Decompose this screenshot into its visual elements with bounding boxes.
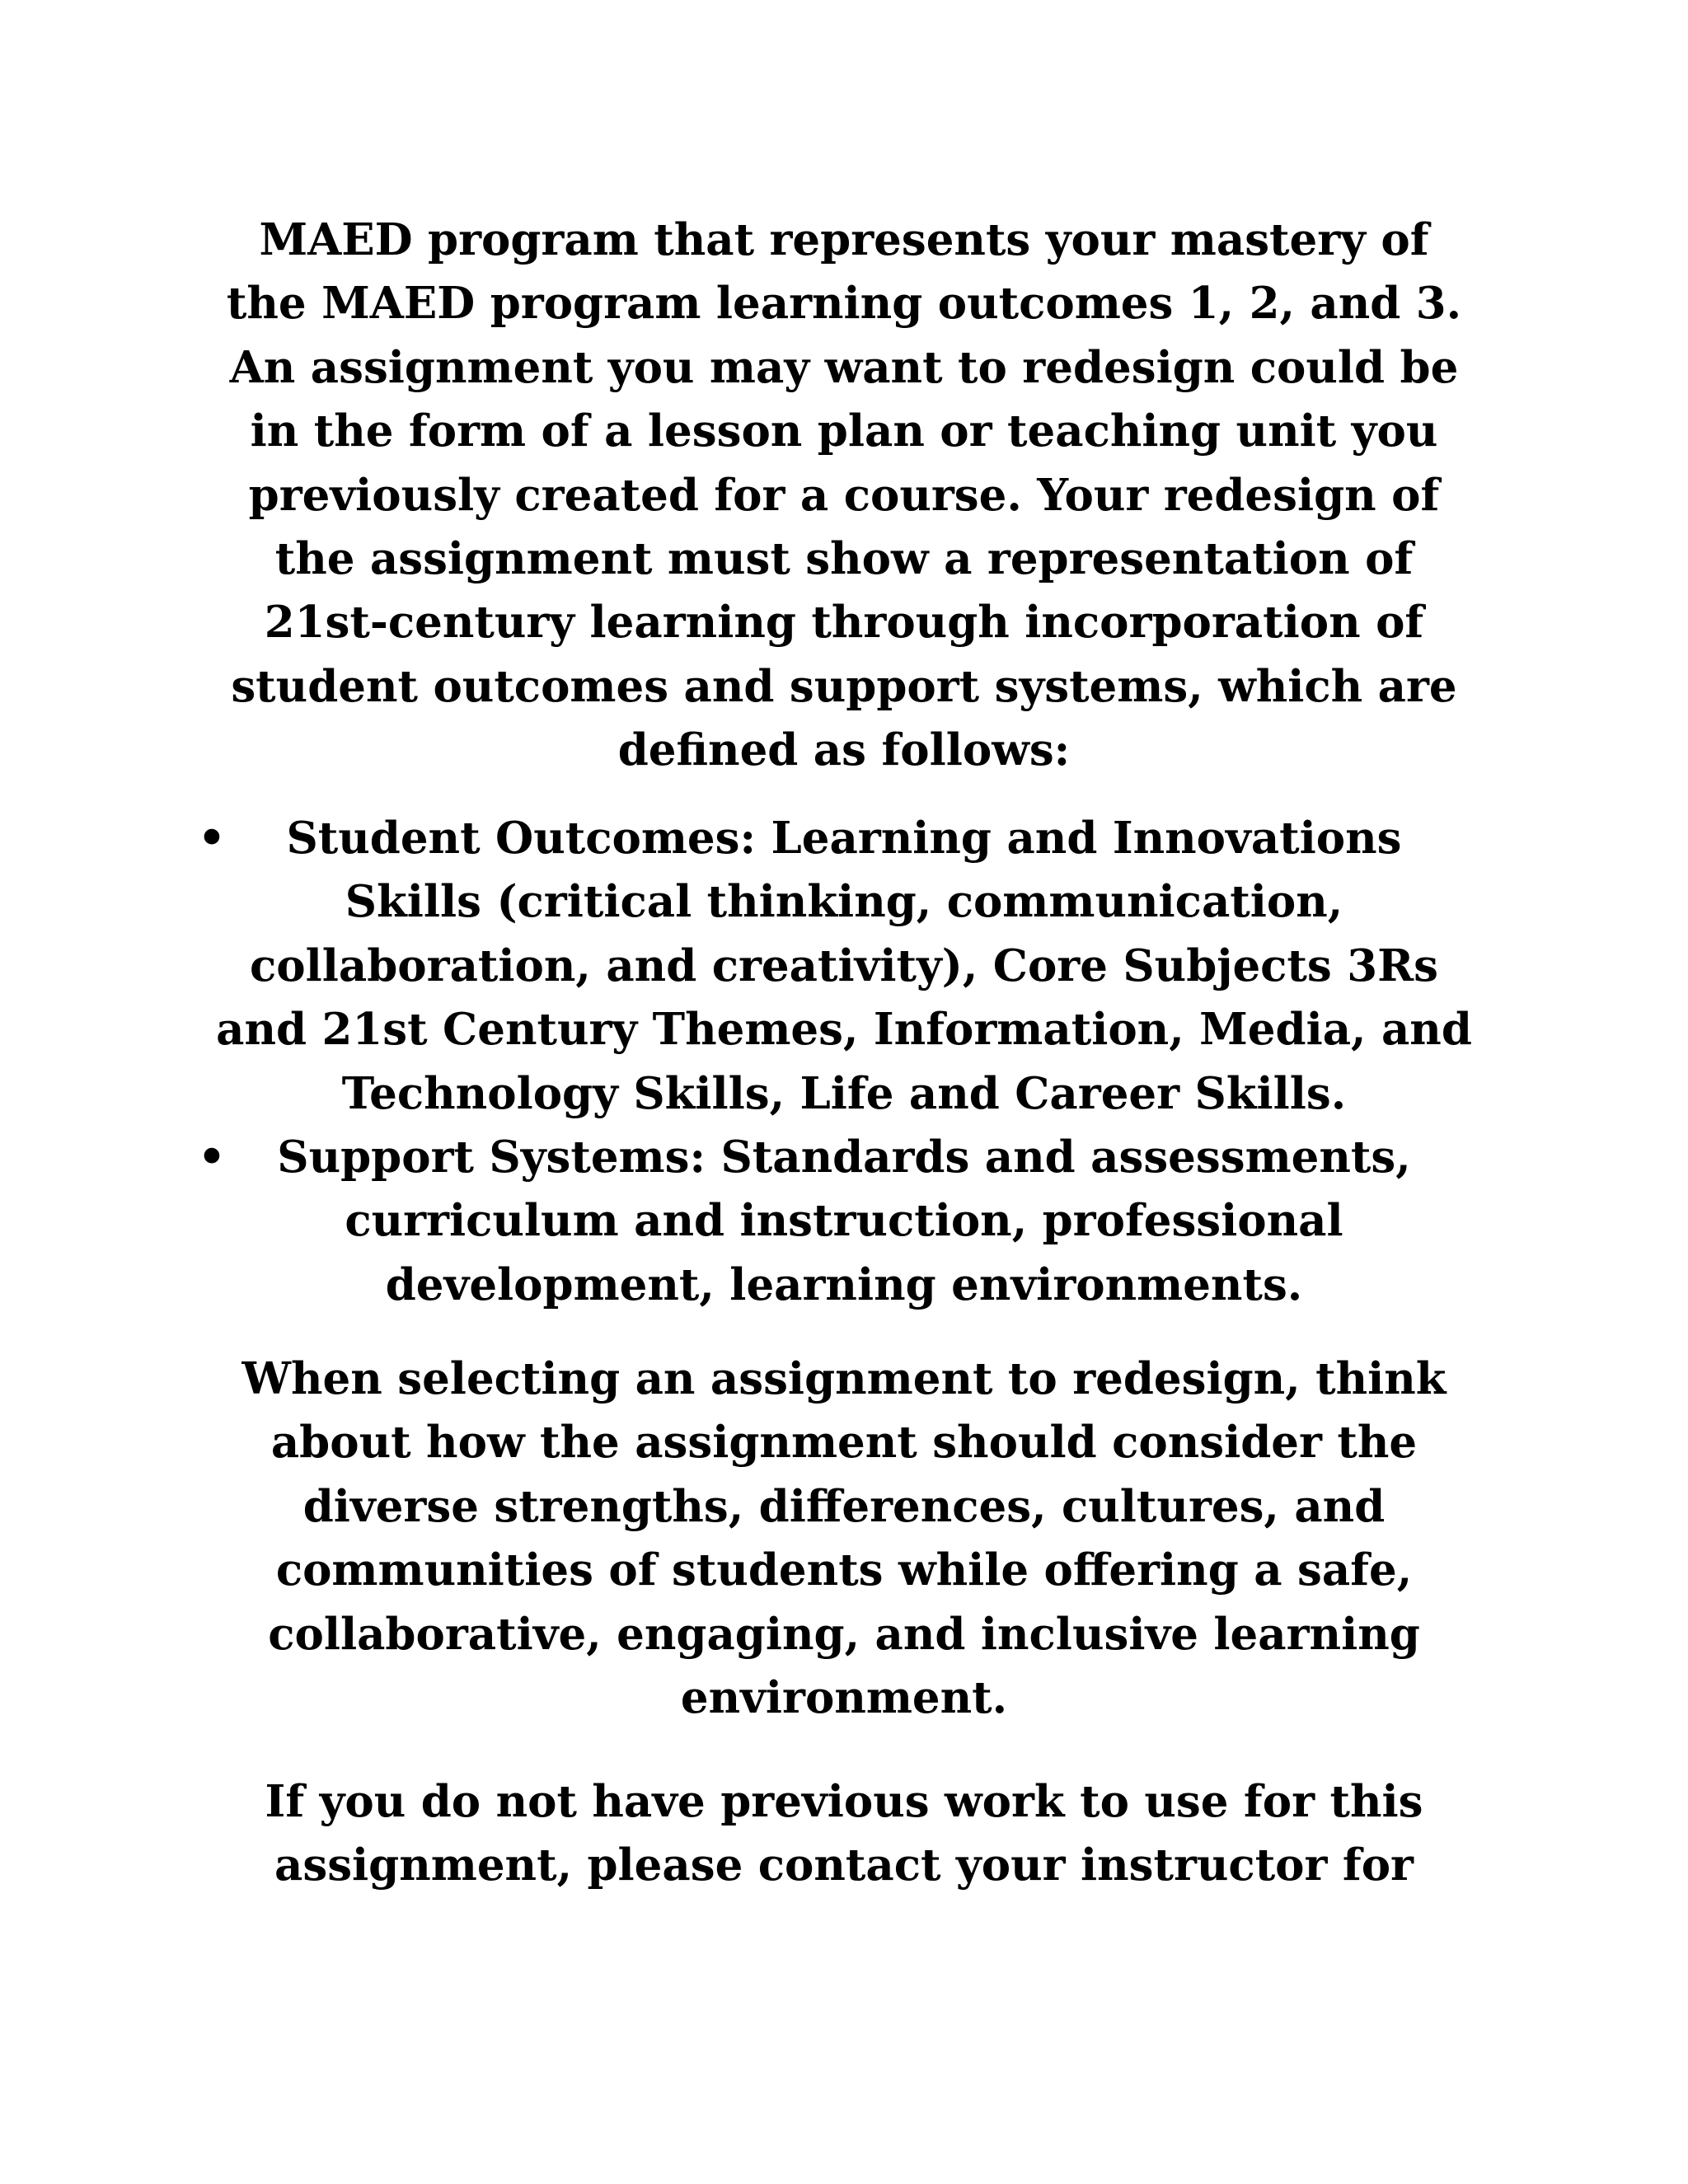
text-line: the MAED program learning outcomes 1, 2, and 3. <box>226 278 1462 330</box>
text-line: Technology Skills, Life and Career Skills. <box>341 1067 1347 1119</box>
text-line: 21st-century learning through incorporation of <box>264 597 1424 649</box>
intro-paragraph <box>198 209 1490 783</box>
bullet-item-support-systems <box>0 1126 1688 1317</box>
text-line: the assignment must show a representation of <box>274 533 1414 585</box>
bullet-item-student-outcomes <box>0 807 1688 1126</box>
text-line: communities of students while offering a safe, <box>275 1544 1413 1596</box>
text-line: and 21st Century Themes, Information, Media, and <box>216 1004 1472 1056</box>
text-line: assignment, please contact your instructor for <box>274 1840 1414 1891</box>
text-line: An assignment you may want to redesign could be <box>229 341 1459 393</box>
text-line: defined as follows: <box>617 724 1071 776</box>
contact-paragraph <box>198 1770 1490 1898</box>
text-line: student outcomes and support systems, which are <box>231 660 1457 712</box>
text-line: When selecting an assignment to redesign, think <box>241 1353 1447 1404</box>
text-line: environment. <box>680 1672 1008 1724</box>
text-line: curriculum and instruction, professional <box>345 1195 1343 1247</box>
text-line: in the form of a lesson plan or teaching unit you <box>250 405 1438 457</box>
text-line: collaboration, and creativity), Core Subjects 3Rs <box>250 940 1438 991</box>
selection-paragraph <box>198 1347 1490 1730</box>
text-line: previously created for a course. Your redesign of <box>248 469 1440 521</box>
text-line: MAED program that represents your mastery of <box>259 214 1429 265</box>
text-line: Skills (critical thinking, communication, <box>345 876 1343 928</box>
bullet-marker: • <box>198 1132 226 1183</box>
text-line: about how the assignment should consider the <box>270 1417 1418 1469</box>
text-line: collaborative, engaging, and inclusive learning <box>268 1608 1420 1660</box>
bullet-marker: • <box>198 813 226 864</box>
text-line: If you do not have previous work to use for this <box>265 1776 1423 1827</box>
bullet-list <box>0 807 1688 1317</box>
bullet-text <box>198 807 1490 1126</box>
text-line: diverse strengths, differences, cultures, and <box>302 1480 1386 1532</box>
text-line: development, learning environments. <box>385 1258 1303 1310</box>
bullet-text <box>198 1126 1490 1317</box>
text-line: Support Systems: Standards and assessments, <box>277 1132 1411 1183</box>
text-line: Student Outcomes: Learning and Innovations <box>286 813 1402 864</box>
